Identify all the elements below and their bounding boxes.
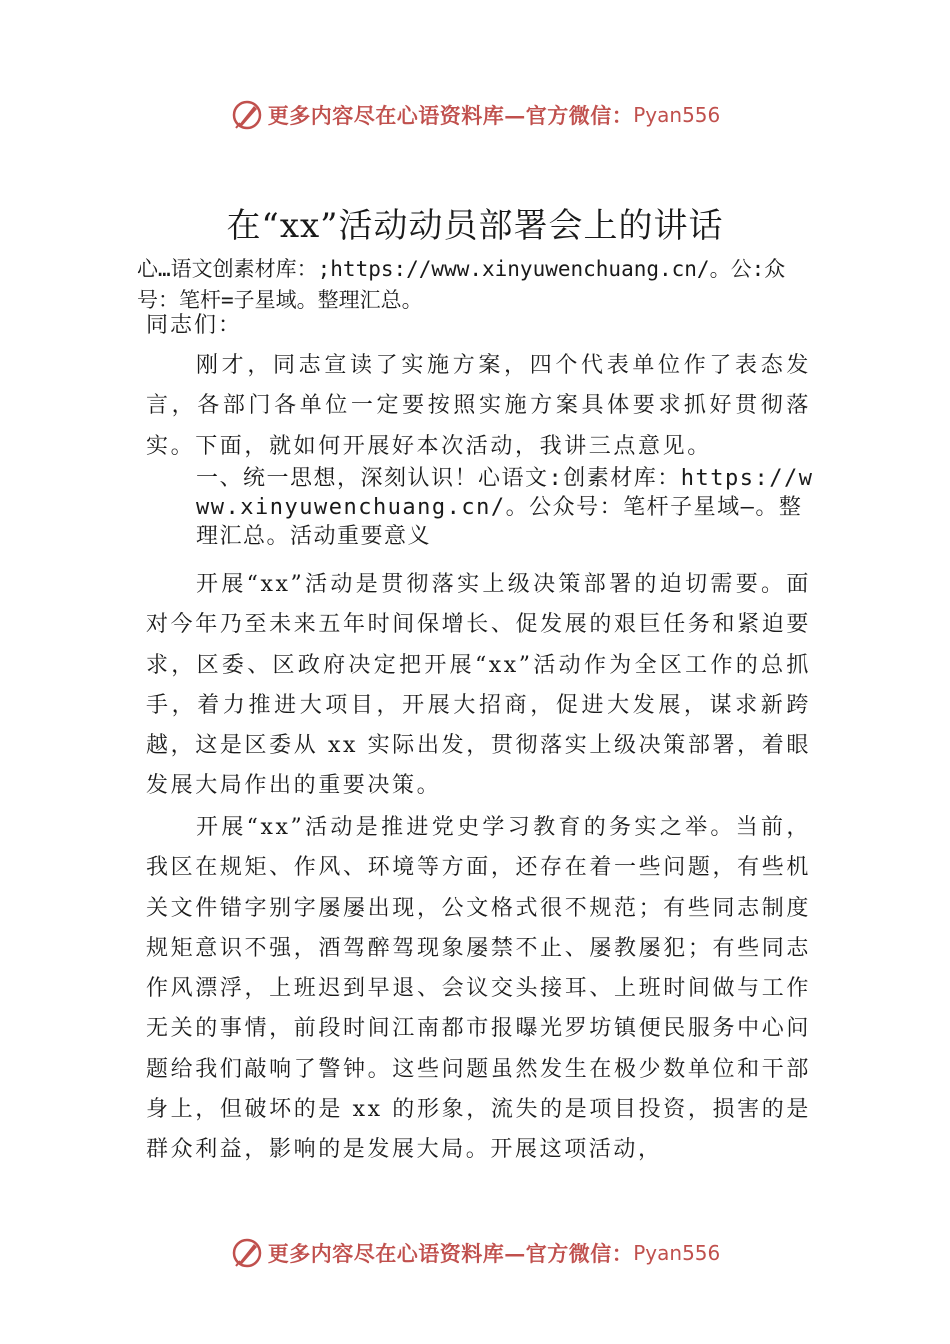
footer-banner (0, 1233, 950, 1273)
quill-logo-icon (230, 1236, 264, 1270)
banner-text: 更多内容尽在心语资料库—官方微信： (267, 103, 634, 128)
banner-text: 更多内容尽在心语资料库—官方微信： (267, 1241, 634, 1266)
paragraph-significance-2: 开展“xx”活动是推进党史学习教育的务实之举。当前，我区在规矩、作风、环境等方面，还存在着一些问题，有些机关文件错字别字屡屡出现，公文格式很不规范；有些同志制度规矩意识不强，酒驾醉驾现象屡禁不止、屡教屡犯；有些同志作风漂浮，上班迟到早退、会议交头接耳、上班时间做与工作无关的事情，前段时间江南都市报曝光罗坊镇便民服务中心问题给我们敲响了警钟。这些问题虽然发生在极少数单位和干部身上，但破坏的是 xx 的形象，流失的是项目投资，损害的是群众利益，影响的是发展大局。开展这项活动， (146, 815, 811, 1163)
section-heading-1: 一、统一思想，深刻认识！心语文:创素材库：https://www.xinyuwenchuang.cn/。公众号：笔杆子星域—。整理汇总。活动重要意义 (196, 466, 814, 549)
quill-logo-icon (230, 98, 264, 132)
banner-wechat-id: Pyan556 (633, 1241, 721, 1265)
header-banner (0, 95, 950, 135)
page-title: 在“xx”活动动员部署会上的讲话 (226, 206, 724, 246)
source-note (137, 254, 827, 316)
paragraph-significance-1: 开展“xx”活动是贯彻落实上级决策部署的迫切需要。面对今年乃至未来五年时间保增长、促发展的艰巨任务和紧迫要求，区委、区政府决定把开展“xx”活动作为全区工作的总抓手，着力推进大项目，开展大招商，促进大发展，谋求新跨越，这是区委从 xx 实际出发，贯彻落实上级决策部署，着眼发展大局作出的重要决策。 (146, 572, 811, 799)
paragraph-intro: 刚才，同志宣读了实施方案，四个代表单位作了表态发言，各部门各单位一定要按照实施方案具体要求抓好贯彻落实。下面，就如何开展好本次活动，我讲三点意见。 (146, 353, 811, 459)
greeting: 同志们： (146, 313, 243, 338)
banner-wechat-id: Pyan556 (633, 103, 721, 127)
source-note-text: 心…语文创素材库：;https://www.xinyuwenchuang.cn/。公:众号：笔杆=子星域。整理汇总。 (137, 257, 786, 312)
